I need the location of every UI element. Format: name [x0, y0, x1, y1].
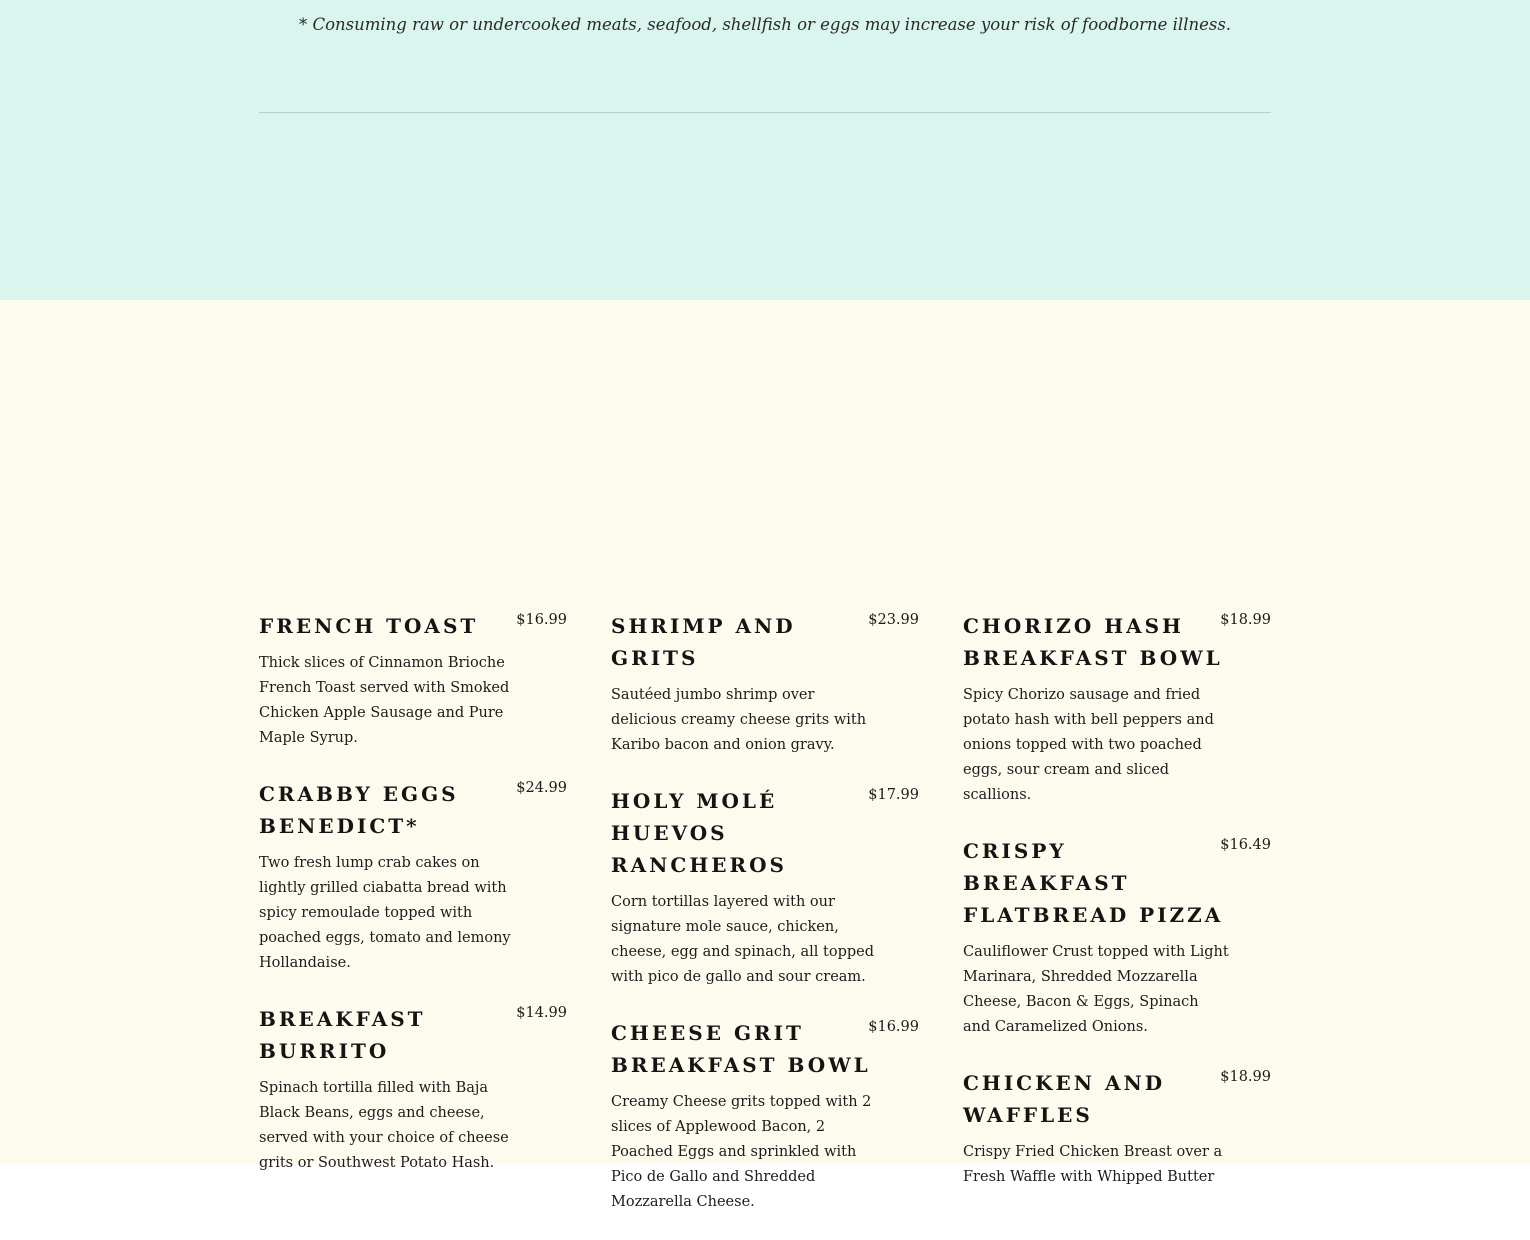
- menu-item-crispy-breakfast-flatbread-pizza: [963, 833, 1271, 1040]
- item-price: $18.99: [1220, 1069, 1271, 1085]
- item-price: $24.99: [516, 780, 567, 796]
- menu-item-breakfast-burrito: [259, 1001, 567, 1176]
- item-price: $16.99: [868, 1019, 919, 1035]
- menu-item-chicken-and-waffles: [963, 1065, 1271, 1190]
- item-description: Corn tortillas layered with our signature mole sauce, chicken, cheese, egg and spinach, all topped with pico de gallo and sour cream.: [611, 894, 875, 985]
- item-description: Spinach tortilla filled with Baja Black Beans, eggs and cheese, served with your choice of cheese grits or Southwest Potato Hash.: [259, 1080, 509, 1171]
- item-description: Thick slices of Cinnamon Brioche French Toast served with Smoked Chicken Apple Sausage and Pure Maple Syrup.: [259, 655, 510, 746]
- item-description: Crispy Fried Chicken Breast over a Fresh Waffle with Whipped Butter: [963, 1144, 1223, 1185]
- menu-column-1: [259, 608, 567, 1201]
- menu-item-shrimp-and-grits: [611, 608, 919, 758]
- menu-item-crabby-eggs-benedict: [259, 776, 567, 976]
- menu-column-2: [611, 608, 919, 1240]
- item-price: $16.99: [516, 612, 567, 628]
- item-description: Sautéed jumbo shrimp over delicious creamy cheese grits with Karibo bacon and onion gravy.: [611, 687, 867, 753]
- item-description: Two fresh lump crab cakes on lightly grilled ciabatta bread with spicy remoulade topped with poached eggs, tomato and lemony Hollandaise.: [259, 855, 511, 971]
- item-description: Creamy Cheese grits topped with 2 slices of Applewood Bacon, 2 Poached Eggs and sprinkled with Pico de Gallo and Shredded Mozzarella Cheese.: [611, 1094, 872, 1210]
- section-divider: [259, 112, 1271, 113]
- item-price: $16.49: [1220, 837, 1271, 853]
- item-description: Spicy Chorizo sausage and fried potato hash with bell peppers and onions topped with two poached eggs, sour cream and sliced scallions.: [963, 687, 1214, 803]
- item-price: $23.99: [868, 612, 919, 628]
- item-name: CHORIZO HASH BREAKFAST BOWL: [963, 614, 1223, 670]
- item-name: CRABBY EGGS BENEDICT*: [259, 782, 459, 838]
- top-band: [0, 0, 1530, 300]
- item-name: SHRIMP AND GRITS: [611, 614, 796, 670]
- menu-item-french-toast: [259, 608, 567, 751]
- item-name: FRENCH TOAST: [259, 614, 479, 638]
- menu-item-chorizo-hash-breakfast-bowl: [963, 608, 1271, 808]
- menu-column-3: [963, 608, 1271, 1215]
- item-price: $17.99: [868, 787, 919, 803]
- item-name: CRISPY BREAKFAST FLATBREAD PIZZA: [963, 839, 1224, 927]
- item-name: HOLY MOLÉ HUEVOS RANCHEROS: [611, 789, 787, 877]
- item-description: Cauliflower Crust topped with Light Marinara, Shredded Mozzarella Cheese, Bacon & Eggs, Spinach and Caramelized Onions.: [963, 944, 1229, 1035]
- menu-item-holy-mole-huevos-rancheros: [611, 783, 919, 990]
- item-price: $18.99: [1220, 612, 1271, 628]
- item-name: CHEESE GRIT BREAKFAST BOWL: [611, 1021, 871, 1077]
- menu-item-cheese-grit-breakfast-bowl: [611, 1015, 919, 1215]
- item-name: CHICKEN AND WAFFLES: [963, 1071, 1166, 1127]
- item-name: BREAKFAST BURRITO: [259, 1007, 426, 1063]
- item-price: $14.99: [516, 1005, 567, 1021]
- foodborne-illness-disclaimer: * Consuming raw or undercooked meats, seafood, shellfish or eggs may increase your risk of foodborne illness.: [298, 15, 1232, 34]
